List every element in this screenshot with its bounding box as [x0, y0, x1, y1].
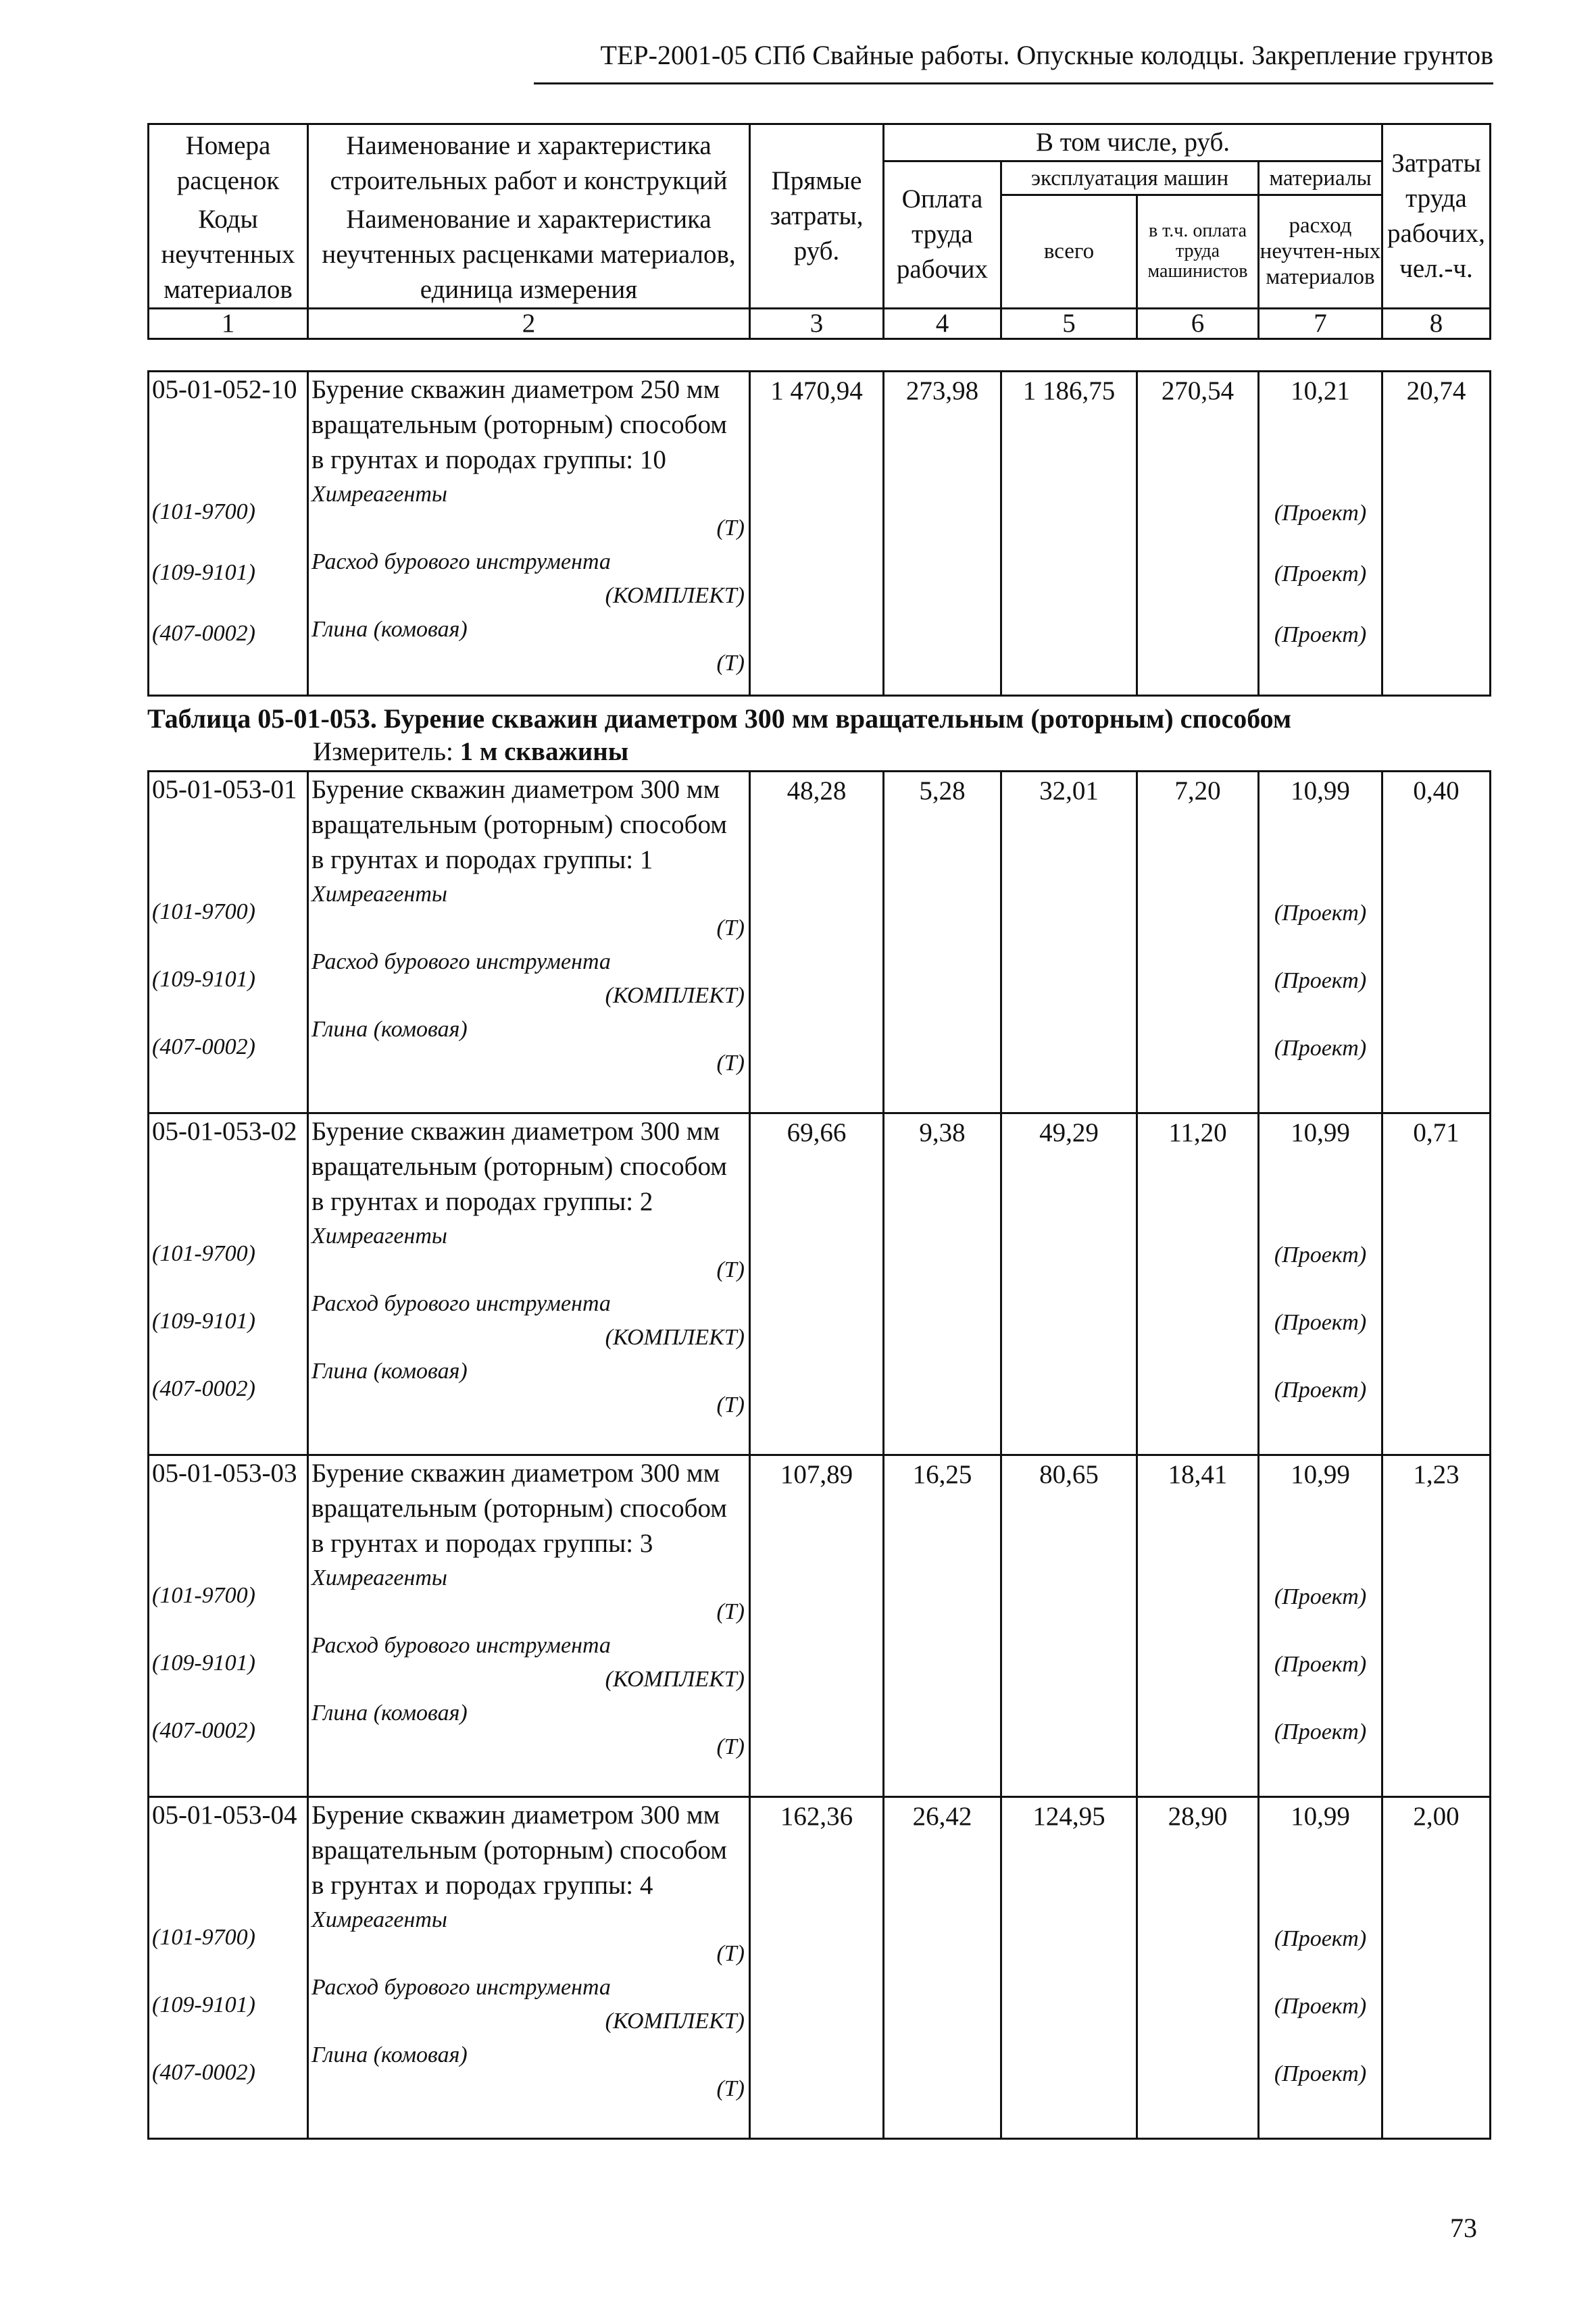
labor-hours-value: 0,71 [1382, 1113, 1491, 1455]
direct-costs-value: 1 470,94 [750, 372, 884, 696]
labor-pay-value: 9,38 [884, 1113, 1001, 1455]
rates-table-052 [147, 370, 1491, 697]
material-entry [311, 1287, 745, 1355]
material-entry [311, 1013, 745, 1080]
material-entry [311, 1903, 745, 1971]
material-code: (101-9700) [152, 899, 255, 924]
material-unit: (КОМПЛЕКТ) [605, 2009, 745, 2034]
running-head: ТЕР-2001-05 СПб Свайные работы. Опускные колодцы. Закрепление грунтов [600, 40, 1493, 70]
labor-hours-value: 1,23 [1382, 1455, 1491, 1797]
material-name: Химреагенты [311, 882, 447, 907]
material-unit: (Т) [716, 2076, 745, 2101]
project-label: (Проект) [1274, 1926, 1367, 1951]
rate-code: 05-01-053-02 [152, 1117, 297, 1146]
materials-value: 10,99 [1291, 1802, 1350, 1831]
project-label: (Проект) [1274, 1719, 1367, 1744]
col-number-8: 8 [1382, 308, 1491, 338]
col-number-2: 2 [308, 308, 750, 338]
material-name: Химреагенты [311, 1224, 447, 1249]
materials-value: 10,99 [1291, 1118, 1350, 1147]
project-label: (Проект) [1274, 2061, 1367, 2086]
header-material-codes: Коды неучтенных материалов [149, 202, 308, 309]
material-name: Химреагенты [311, 1565, 447, 1590]
material-entry [311, 1629, 745, 1696]
material-code: (101-9700) [152, 1925, 255, 1950]
project-label: (Проект) [1274, 1242, 1367, 1267]
project-label: (Проект) [1274, 1036, 1367, 1061]
material-name: Расход бурового инструмента [311, 549, 611, 574]
material-unit: (КОМПЛЕКТ) [605, 983, 745, 1008]
col-number-4: 4 [884, 308, 1001, 338]
direct-costs-value: 48,28 [750, 772, 884, 1113]
rate-description: Бурение скважин диаметром 300 мм вращательным (роторным) способом в грунтах и породах группы: 2 [311, 1117, 727, 1216]
table-row [149, 1455, 1491, 1797]
project-label: (Проект) [1274, 1652, 1367, 1677]
project-label: (Проект) [1274, 1584, 1367, 1609]
material-name: Расход бурового инструмента [311, 1291, 611, 1316]
rate-description: Бурение скважин диаметром 300 мм вращательным (роторным) способом в грунтах и породах группы: 3 [311, 1459, 727, 1558]
rate-code: 05-01-052-10 [152, 375, 297, 404]
measurement-unit [313, 736, 628, 767]
material-entry [311, 1971, 745, 2038]
material-code: (407-0002) [152, 621, 255, 646]
material-code: (101-9700) [152, 499, 255, 524]
material-entry [311, 1219, 745, 1287]
meter-label: Измеритель: [313, 737, 453, 766]
col-number-1: 1 [149, 308, 308, 338]
table-row [149, 772, 1491, 1113]
page-number: 73 [1450, 2213, 1477, 2243]
material-unit: (КОМПЛЕКТ) [605, 583, 745, 608]
machines-total-value: 32,01 [1001, 772, 1137, 1113]
material-unit: (Т) [716, 515, 745, 540]
labor-pay-value: 26,42 [884, 1797, 1001, 2139]
rates-table-053 [147, 770, 1491, 2140]
header-labor-costs: Затраты труда рабочих, чел.-ч. [1382, 124, 1491, 309]
meter-value: 1 м скважины [459, 737, 629, 766]
material-name: Химреагенты [311, 482, 447, 507]
material-name: Глина (комовая) [311, 1701, 468, 1726]
material-code: (109-9101) [152, 1651, 255, 1676]
machines-total-value: 49,29 [1001, 1113, 1137, 1455]
project-label: (Проект) [1274, 901, 1367, 926]
materials-value: 10,21 [1291, 376, 1350, 405]
header-total: всего [1001, 195, 1137, 309]
table-title: Таблица 05-01-053. Бурение скважин диаметром 300 мм вращательным (роторным) способом [147, 703, 1292, 734]
machines-total-value: 1 186,75 [1001, 372, 1137, 696]
rate-description: Бурение скважин диаметром 250 мм вращательным (роторным) способом в грунтах и породах группы: 10 [311, 375, 727, 474]
project-label: (Проект) [1274, 561, 1367, 586]
labor-pay-value: 273,98 [884, 372, 1001, 696]
col-number-3: 3 [750, 308, 884, 338]
project-label: (Проект) [1274, 501, 1367, 526]
header-materials: материалы [1259, 161, 1382, 195]
col-number-6: 6 [1137, 308, 1259, 338]
material-code: (407-0002) [152, 1376, 255, 1401]
project-label: (Проект) [1274, 1310, 1367, 1335]
material-code: (407-0002) [152, 1034, 255, 1059]
operator-pay-value: 270,54 [1137, 372, 1259, 696]
rate-description: Бурение скважин диаметром 300 мм вращательным (роторным) способом в грунтах и породах группы: 4 [311, 1801, 727, 1900]
labor-hours-value: 20,74 [1382, 372, 1491, 696]
material-entry [311, 2038, 745, 2106]
machines-total-value: 124,95 [1001, 1797, 1137, 2139]
material-unit: (Т) [716, 651, 745, 676]
header-including: В том числе, руб. [884, 124, 1382, 161]
material-unit: (Т) [716, 1599, 745, 1624]
material-entry [311, 945, 745, 1013]
material-name: Глина (комовая) [311, 1359, 468, 1384]
material-name: Глина (комовая) [311, 2042, 468, 2067]
material-unit: (Т) [716, 1392, 745, 1417]
header-rate-numbers: Номера расценок [149, 124, 308, 202]
rate-description: Бурение скважин диаметром 300 мм вращательным (роторным) способом в грунтах и породах группы: 1 [311, 775, 727, 874]
project-label: (Проект) [1274, 622, 1367, 647]
operator-pay-value: 11,20 [1137, 1113, 1259, 1455]
header-machine-operation: эксплуатация машин [1001, 161, 1259, 195]
material-unit: (Т) [716, 1051, 745, 1076]
material-code: (109-9101) [152, 967, 255, 992]
material-unit: (Т) [716, 1941, 745, 1966]
material-name: Расход бурового инструмента [311, 1975, 611, 2000]
material-code: (109-9101) [152, 560, 255, 585]
material-entry [311, 1696, 745, 1764]
operator-pay-value: 18,41 [1137, 1455, 1259, 1797]
material-unit: (Т) [716, 915, 745, 940]
materials-value: 10,99 [1291, 776, 1350, 805]
material-code: (407-0002) [152, 1718, 255, 1743]
material-code: (101-9700) [152, 1241, 255, 1266]
header-material-name: Наименование и характеристика неучтенных расценками материалов, единица измерения [308, 202, 750, 309]
direct-costs-value: 69,66 [750, 1113, 884, 1455]
material-name: Глина (комовая) [311, 617, 468, 642]
header-unaccounted-materials: расход неучтен-ных материалов [1259, 195, 1382, 309]
materials-value: 10,99 [1291, 1460, 1350, 1489]
labor-pay-value: 5,28 [884, 772, 1001, 1113]
project-label: (Проект) [1274, 1994, 1367, 2019]
material-entry [311, 878, 745, 945]
labor-hours-value: 0,40 [1382, 772, 1491, 1113]
operator-pay-value: 28,90 [1137, 1797, 1259, 2139]
table-row [149, 1113, 1491, 1455]
rate-code: 05-01-053-04 [152, 1801, 297, 1830]
col-number-7: 7 [1259, 308, 1382, 338]
labor-pay-value: 16,25 [884, 1455, 1001, 1797]
col-number-5: 5 [1001, 308, 1137, 338]
material-entry [311, 545, 745, 613]
project-label: (Проект) [1274, 1378, 1367, 1403]
material-code: (101-9700) [152, 1583, 255, 1608]
direct-costs-value: 162,36 [750, 1797, 884, 2139]
column-header-table [147, 123, 1491, 340]
project-label: (Проект) [1274, 968, 1367, 993]
machines-total-value: 80,65 [1001, 1455, 1137, 1797]
rate-code: 05-01-053-01 [152, 775, 297, 804]
header-labor-pay: Оплата труда рабочих [884, 161, 1001, 309]
labor-hours-value: 2,00 [1382, 1797, 1491, 2139]
rate-code: 05-01-053-03 [152, 1459, 297, 1488]
material-unit: (КОМПЛЕКТ) [605, 1325, 745, 1350]
table-row [149, 1797, 1491, 2139]
header-work-name: Наименование и характеристика строительных работ и конструкций [308, 124, 750, 202]
material-entry [311, 1561, 745, 1629]
material-code: (109-9101) [152, 1309, 255, 1334]
header-direct-costs: Прямые затраты, руб. [750, 124, 884, 309]
material-unit: (КОМПЛЕКТ) [605, 1667, 745, 1692]
material-entry [311, 478, 745, 545]
header-rule [534, 82, 1493, 84]
header-operator-pay: в т.ч. оплата труда машинистов [1137, 195, 1259, 309]
material-unit: (Т) [716, 1257, 745, 1282]
table-row [149, 372, 1491, 696]
material-unit: (Т) [716, 1734, 745, 1759]
material-name: Химреагенты [311, 1907, 447, 1932]
operator-pay-value: 7,20 [1137, 772, 1259, 1113]
material-name: Глина (комовая) [311, 1017, 468, 1042]
material-code: (407-0002) [152, 2060, 255, 2085]
material-name: Расход бурового инструмента [311, 1633, 611, 1658]
material-code: (109-9101) [152, 1992, 255, 2017]
material-name: Расход бурового инструмента [311, 949, 611, 974]
material-entry [311, 613, 745, 680]
material-entry [311, 1355, 745, 1422]
direct-costs-value: 107,89 [750, 1455, 884, 1797]
